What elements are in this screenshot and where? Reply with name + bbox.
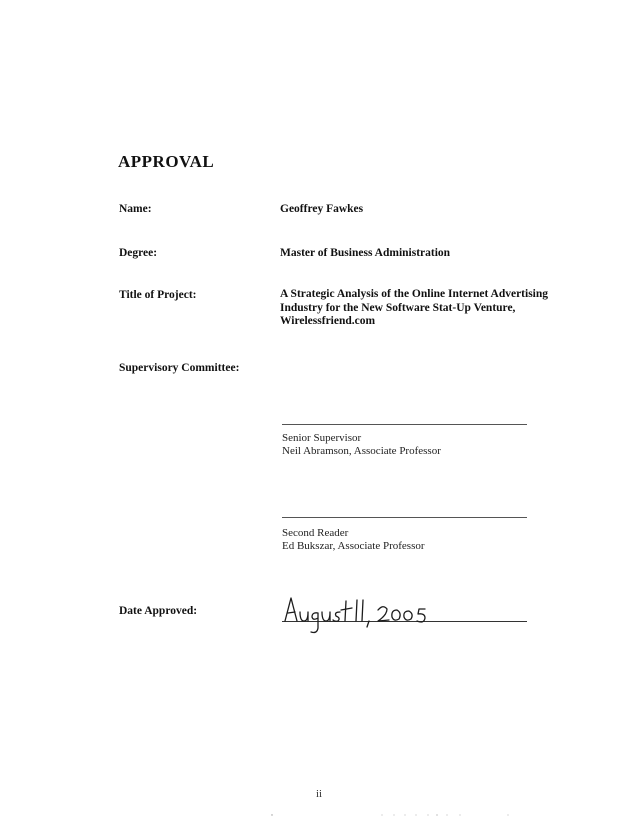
signature-block-second-reader bbox=[282, 527, 425, 553]
project-title-label: Title of Project: bbox=[119, 289, 197, 301]
degree-label: Degree: bbox=[119, 247, 158, 259]
project-title-line: Wirelessfriend.com bbox=[280, 315, 376, 327]
project-title-line: A Strategic Analysis of the Online Internet Advertising bbox=[280, 288, 549, 300]
degree-value: Master of Business Administration bbox=[280, 247, 451, 259]
project-title-line: Industry for the New Software Stat-Up Venture, bbox=[280, 301, 516, 314]
committee-label: Supervisory Committee: bbox=[119, 362, 240, 374]
name-value: Geoffrey Fawkes bbox=[280, 203, 364, 215]
page-number: ii bbox=[315, 788, 323, 800]
signer-role: Second Reader bbox=[282, 527, 349, 539]
scan-artifact bbox=[0, 812, 638, 818]
signer-name: Ed Bukszar, Associate Professor bbox=[282, 540, 425, 552]
signature-line bbox=[282, 517, 527, 518]
date-approved-label: Date Approved: bbox=[119, 605, 198, 617]
signature-line bbox=[282, 424, 527, 425]
name-label: Name: bbox=[119, 203, 152, 215]
page-heading: APPROVAL bbox=[118, 152, 215, 171]
project-title-value bbox=[280, 288, 548, 329]
signer-name: Neil Abramson, Associate Professor bbox=[282, 445, 441, 457]
signer-role: Senior Supervisor bbox=[282, 432, 362, 444]
signature-block-senior-supervisor bbox=[282, 432, 441, 458]
handwritten-date bbox=[282, 588, 462, 638]
